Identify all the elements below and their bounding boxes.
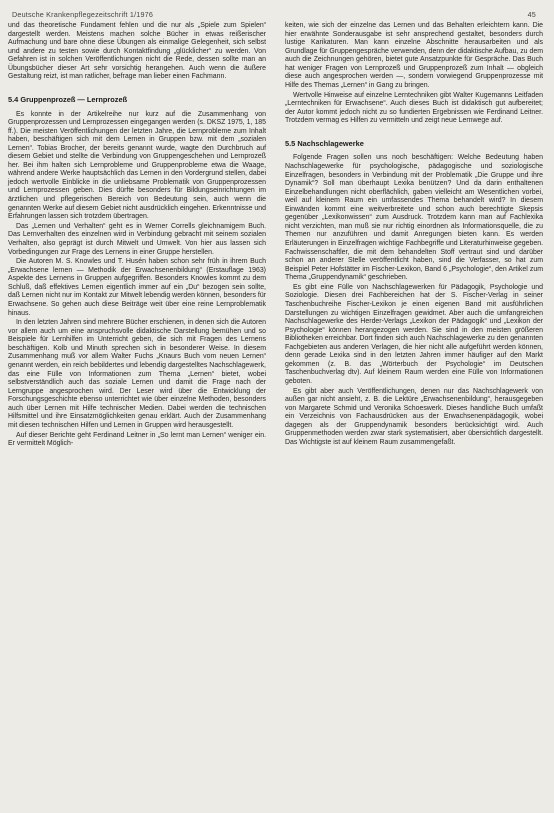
body-paragraph: keiten, wie sich der einzelne das Lernen und das Behalten erleichtern kann. Die hier erwähnte Sonderausgabe ist sehr ansprechend gestaltet, besonders durch lustige Karikaturen. Man kann einzelne Abschnitte herausarbeiten und als Grundlage für Gruppengespräche verwenden, denn der didaktische Aufbau, zu dem auch die Zeichnungen gehören, bietet gute Ansatzpunkte für Gespräche. Das Buch hat weniger Fragen von Lernprozeß und Gruppenprozeß zum Inhalt — obgleich diese auch angesprochen werden —, sondern vorwiegend Gruppenprozesse mit Hilfe des Themas „Lernen“ in Gang zu bringen.: [285, 22, 543, 89]
body-paragraph: Folgende Fragen sollen uns noch beschäftigen: Welche Bedeutung haben Nachschlagewerke für psychologische, pädagogische und soziologische Einzelfragen, besonders in Verbindung mit der Problematik „Die Gruppe und ihre Dynamik“? Soll man überhaupt Lexika benützen? Und da darin enthaltenen Einzelbehandlungen nicht oberflächlich, gaben vielleicht am Wesentlichen vorbei, weil auf kleinem Raum ein umfassendes Thema behandelt wird? In diesem Einwänden kommt eine weitverbreitete und schon auch berechtigte Skepsis gegenüber „Lexikonwissen“ zum Ausdruck. Trotzdem kann man auf Fachlexika nicht verzichten, man muß sie nur richtig einordnen als Informationsquelle, die zu Themen nur anzuführen und damit Anregungen bieten kann. Es werden Erläuterungen in Einzelfragen wichtige Fachbegriffe und Literaturhinweise gegeben. Fachwissenschaftler, die mit dem behandelten Stoff vertraut sind und darüber schon an anderer Stelle veröffentlicht haben, sind die Verfasser, so hat zum Beispiel Peter Hofstätter im Fischer-Lexikon, Band 6 „Psychologie“, den Artikel zum Thema „Gruppendynamik“ geschrieben.: [285, 154, 543, 282]
body-paragraph: Es gibt eine Fülle von Nachschlagewerken für Pädagogik, Psychologie und Soziologie. Diesen drei Fachbereichen hat der S. Fischer-Verlag in seiner Taschenbuchreihe Fischer-Lexikon je einen eigenen Band mit ausführlichen Darstellungen zu wichtigen Einzelfragen gewidmet. Aber auch die umfangreichen Nachschlagewerke des Herder-Verlags „Lexikon der Pädagogik“ und „Lexikon der Psychologie“ können herangezogen werden. Sie sind in den meisten größeren Bibliotheken erreichbar. Dort finden sich auch Nachschlagewerke zu den genannten Fachgebieten aus anderen Verlagen, die hier nicht alle aufgeführt werden können, denn gerade Lexika sind in den letzten Jahren immer häufiger auf den Markt gekommen (z. B. das „Wörterbuch der Psychologie“ im Deutschen Taschenbuchverlag dtv). Auf kleinem Raum werden eine Fülle von Informationen geboten.: [285, 283, 543, 385]
body-paragraph: Es gibt aber auch Veröffentlichungen, denen nur das Nachschlagewerk von außen gar nicht ansieht, z. B. die Lektüre „Erwachsenenbildung“, herausgegeben von Margarete Schmid und Veronika Schoeswerk. Dieses handliche Buch umfaßt ein Verzeichnis von Fachausdrücken aus der Erwachsenenpädagogik, wobei dagegen als der Gruppendynamik besonders berücksichtigt wird. Auch Gruppenmethoden werden zwar stark systematisiert, aber übersichtlich dargestellt. Das Wichtigste ist auf kleinem Raum zusammengefaßt.: [285, 387, 543, 446]
body-paragraph: Auf dieser Berichte geht Ferdinand Leitner in „So lernt man Lernen“ weniger ein. Er vermittelt Möglich-: [8, 431, 266, 448]
body-paragraph: Wertvolle Hinweise auf einzelne Lerntechniken gibt Walter Kugemanns Leitfaden „Lerntechniken für Erwachsene“. Auch dieses Buch ist didaktisch gut aufbereitet; der Autor kommt jedoch nicht zu so fundierten Ergebnissen wie Ferdinand Leitner. Trotzdem vermag es Hilfen zu vermitteln und zeigt neue Lernwege auf.: [285, 91, 543, 125]
body-paragraph: Das „Lernen und Verhalten“ geht es in Werner Corrells gleichnamigem Buch. Das Lernverhalten des einzelnen wird in Verbindung gebracht mit seinem sozialen Verhalten, also geprägt ist durch Mitwelt und Umwelt. Von hier aus lassen sich Vorbedingungen zur Frage des Lernens in einer Gruppe herstellen.: [8, 222, 266, 256]
intro-paragraph: und das theoretische Fundament fehlen und die nur als „Spiele zum Spielen“ dargestellt werden. Meistens machen solche Bücher in etwas reißerischer Aufmachung und bare ohne diese Übungen als einmalige Gelegenheit, sich selbst und andere zu testen sowie durch Kontaktfindung „glücklicher“ zu werden. Von Gefahren ist in solchen Veröffentlichungen nicht die Rede, dessen sollte man an Übungsbücher dieser Art sehr vorsichtig herangehen. Auch wenn die äußere Gestaltung reizt, ist man ratlicher, befrage man lieber einen Fachmann.: [8, 22, 266, 81]
right-column: [285, 22, 543, 449]
running-head: [12, 10, 536, 19]
body-paragraph: Es konnte in der Artikelreihe nur kurz auf die Zusammenhang von Gruppenprozessen und Lernprozessen eingegangen werden (s. DKSZ 1975, 1, 185 ff.). Die meisten Veröffentlichungen der letzten Jahre, die Lernprobleme zum Inhalt haben, beschäftigen sich mit dem Lernen in Gruppen bzw. mit dem „sozialen Lernen“. Tobias Brocher, der bereits genannt wurde, wagte den Durchbruch auf diesem Gebiet und stellte die Verbindung von Gruppengeschehen und Lernprozeß her. Bei ihm halten sich Lernprobleme und Gruppenprobleme etwa die Waage, während andere Werke hauptsächlich das Lernen in den Vordergrund stellen, dabei jedoch wertvolle Einblicke in die unliebsame Problematik von Gruppenprozessen und Lernprozessen geben. Dies dürfte besonders für Bildungseinrichtungen im ärztlichen und pflegerischen Bereich von Bedeutung sein, auch wenn die genannten Werke auf diesem Gebiet nicht ausdrücklich eingehen. Erkenntnisse und Erfahrungen lassen sich trotzdem übertragen.: [8, 110, 266, 221]
left-column: [8, 22, 266, 450]
body-paragraph: In den letzten Jahren sind mehrere Bücher erschienen, in denen sich die Autoren vor allem auch um eine anspruchsvolle didaktische Darstellung bemühen und so Beispiele für Lernhilfen im Unterricht geben, die sich mit Fragen des Lernens beschäftigen. Kolb und Minuth sprechen sich in besonderer Weise. In diesem Zusammenhang muß vor allem Walter Fuchs „Knaurs Buch vom neuen Lernen“ genannt werden, ein reich bebildertes und lebendig dargestelltes Nachschlagewerk, das eine Fülle von Informationen zum Thema „Lernen“ bietet, wobei selbstverständlich auch das soziale Lernen und damit die Frage nach der Lerngruppe angesprochen wird. Der Leser wird über die Entwicklung der Forschungsgeschichte ebenso unterrichtet wie über einzelne Methoden, besonders auch über Lernen mit Hilfe technischer Medien. Dabei werden die technischen Hilfsmittel und ihre Einsatzmöglichkeiten genau erklärt. Auch der Zusammenhang mit diesen technischen Hilfen und Lernen in Gruppen wird herausgestellt.: [8, 319, 266, 429]
section-heading-gruppenprozess: 5.4 Gruppenprozeß — Lernprozeß: [8, 95, 128, 105]
body-paragraph: Die Autoren M. S. Knowles und T. Husén haben schon sehr früh in ihrem Buch „Erwachsene lernen — Methodik der Erwachsenenbildung“ (Erstauflage 1963) Aspekte des Lernens in Gruppen aufgegriffen. Besonders Knowles kommt zu dem Schluß, daß effektives Lernen eigentlich immer auf ein „Du“ bezogen sein sollte, daß Lernen nicht nur im Kontakt zur Mitwelt lebendig werden können, besonders für Erwachsene. So gehen auch diese Beiträge weit über eine reine Lernproblematik hinaus.: [8, 258, 266, 317]
page-number: 45: [527, 10, 536, 19]
journal-title: Deutsche Krankenpflegezeitschrift 1/1976: [12, 10, 154, 19]
section-heading-nachschlagewerke: 5.5 Nachschlagewerke: [285, 138, 364, 148]
